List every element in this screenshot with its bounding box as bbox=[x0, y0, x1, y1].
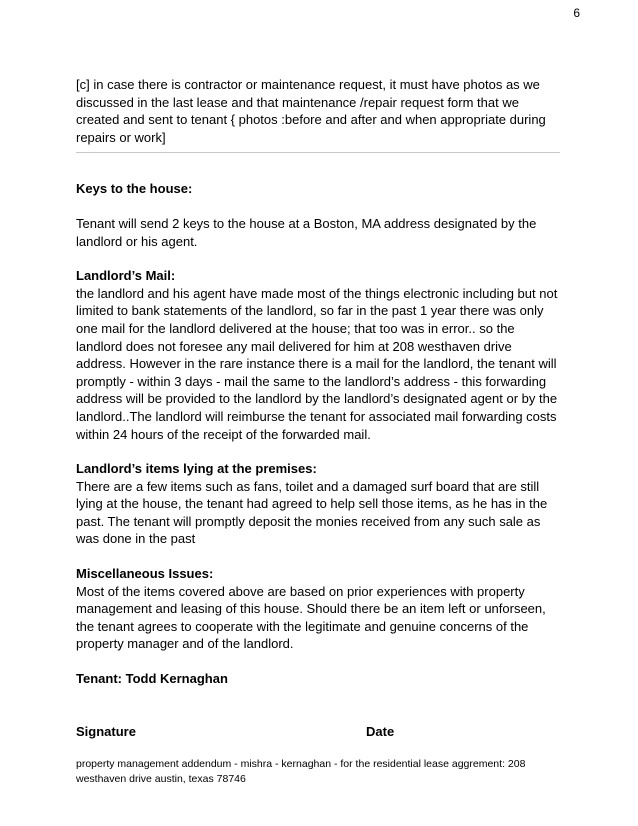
date-label: Date bbox=[366, 723, 395, 739]
items-body: There are a few items such as fans, toilet and a damaged surf board that are still lying at the house, the tenant had agreed to help sell those items, as he has in the past. The tenant will promptly deposit the monies received from any such sale as was done in the past bbox=[76, 478, 548, 547]
keys-body: Tenant will send 2 keys to the house at a Boston, MA address designated by the landlord or his agent. bbox=[76, 215, 537, 249]
tenant-name: Tenant: Todd Kernaghan bbox=[76, 671, 228, 687]
misc-heading: Miscellaneous Issues: bbox=[76, 566, 214, 582]
signature-row bbox=[76, 723, 562, 741]
items-heading: Landlord’s items lying at the premises: bbox=[76, 461, 317, 477]
mail-heading: Landlord’s Mail: bbox=[76, 268, 176, 284]
intro-paragraph: [c] in case there is contractor or maintenance request, it must have photos as we discussed in the last lease and that maintenance /repair request form that we created and sent to tenant { photos :before and after and when appropriate during repairs or work] bbox=[76, 77, 546, 145]
signature-label: Signature bbox=[76, 723, 136, 739]
keys-heading: Keys to the house: bbox=[76, 181, 193, 197]
misc-body: Most of the items covered above are based on prior experiences with property management and leasing of this house. Should there be an item left or unforseen, the tenant agrees to cooperate with the legitimate and genuine concerns of the property manager and of the landlord. bbox=[76, 583, 546, 652]
mail-body: the landlord and his agent have made most of the things electronic including but not limited to bank statements of the landlord, so far in the past 1 year there was only one mail for the landlord delivered at the house; that too was in error.. so the landlord does not foresee any mail delivered for him at 208 westhaven drive address. However in the rare instance there is a mail for the landlord, the tenant will promptly - within 3 days - mail the same to the landlord’s address - this forwarding address will be provided to the landlord by the landlord’s designated agent or by the landlord..The landlord will reimburse the tenant for associated mail forwarding costs within 24 hours of the receipt of the forwarded mail. bbox=[76, 285, 558, 442]
page-number: 6 bbox=[573, 6, 580, 20]
document-body bbox=[76, 76, 562, 741]
footer-note: property management addendum - mishra - kernaghan - for the residential lease aggrement: 208 westhaven drive austin, texas 78746 bbox=[76, 758, 526, 785]
